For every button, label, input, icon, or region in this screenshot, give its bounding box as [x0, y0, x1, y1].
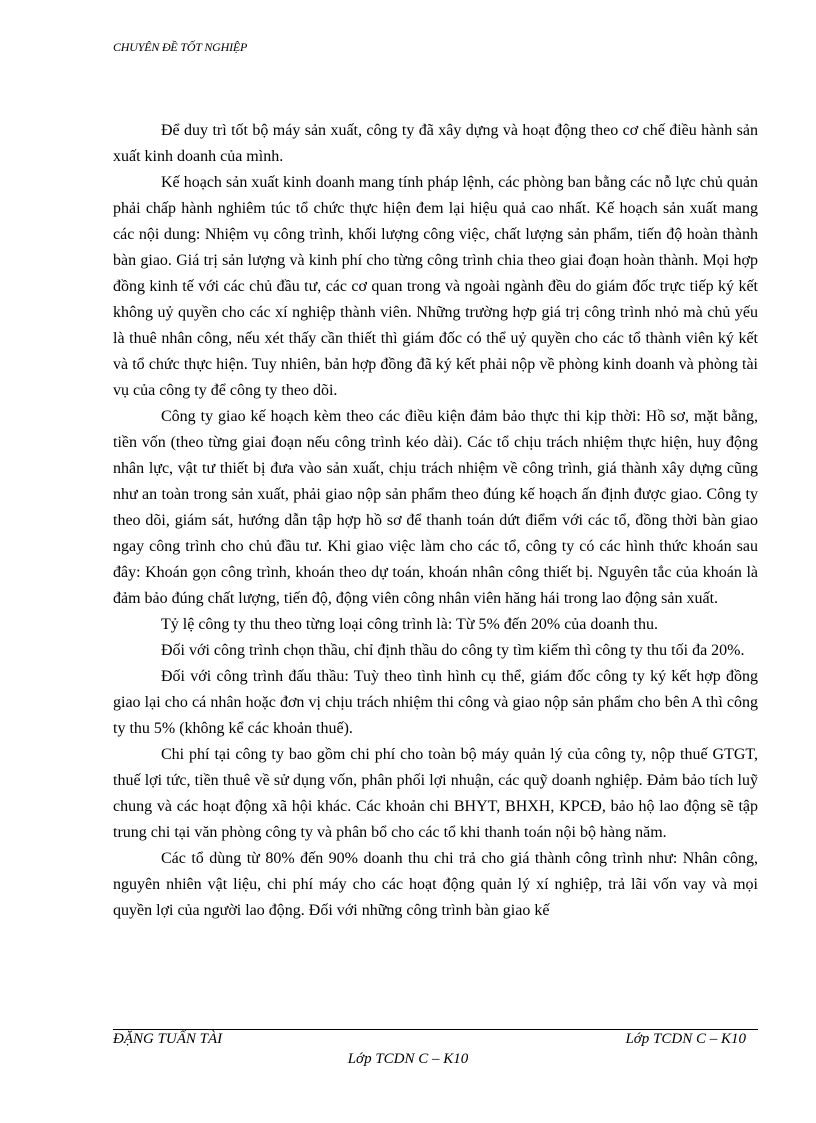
paragraph-2: Kế hoạch sản xuất kinh doanh mang tính pháp lệnh, các phòng ban bằng các nỗ lực chủ quản phải chấp hành nghiêm túc tổ chức thực hiện đem lại hiệu quả cao nhất. Kế hoạch sản xuất mang các nội dung: Nhiệm vụ công trình, khối lượng công việc, chất lượng sản phẩm, tiến độ hoàn thành bàn giao. Giá trị sản lượng và kinh phí cho từng công trình chia theo giai đoạn hoàn thành. Mọi hợp đồng kinh tế với các chủ đầu tư, các cơ quan trong và ngoài ngành đều do giám đốc trực tiếp ký kết không uỷ quyền cho các xí nghiệp thành viên. Những trường hợp giá trị công trình nhỏ mà chủ yếu là thuê nhân công, nếu xét thấy cần thiết thì giám đốc có thể uỷ quyền cho các tổ thành viên ký kết và tổ chức thực hiện. Tuy nhiên, bản hợp đồng đã ký kết phải nộp về phòng kinh doanh và phòng tài vụ của công ty để công ty theo dõi.: [113, 174, 758, 399]
paragraph-6: Đối với công trình đấu thầu: Tuỳ theo tình hình cụ thể, giám đốc công ty ký kết hợp đồng giao lại cho cá nhân hoặc đơn vị chịu trách nhiệm thi công và giao nộp sản phẩm cho bên A thì công ty thu 5% (không kể các khoản thuế).: [113, 668, 758, 737]
footer-author: ĐẶNG TUẤN TÀI: [113, 1031, 223, 1047]
paragraph-3: Công ty giao kế hoạch kèm theo các điều kiện đảm bảo thực thi kịp thời: Hồ sơ, mặt bằng, tiền vốn (theo từng giai đoạn nếu công trình kéo dài). Các tổ chịu trách nhiệm thực hiện, huy động nhân lực, vật tư thiết bị đưa vào sản xuất, chịu trách nhiệm về công trình, giá thành xây dựng cũng như an toàn trong sản xuất, phải giao nộp sản phẩm theo đúng kế hoạch ấn định được giao. Công ty theo dõi, giám sát, hướng dẫn tập hợp hồ sơ để thanh toán dứt điểm với các tổ, đồng thời bàn giao ngay công trình cho chủ đầu tư. Khi giao việc làm cho các tổ, công ty có các hình thức khoán sau đây: Khoán gọn công trình, khoán theo dự toán, khoán nhân công thiết bị. Nguyên tắc của khoán là đảm bảo đúng chất lượng, tiến độ, động viên công nhân viên hăng hái trong lao động sản xuất.: [113, 408, 758, 607]
paragraph-4: Tỷ lệ công ty thu theo từng loại công trình là: Từ 5% đến 20% của doanh thu.: [161, 616, 658, 633]
footer-class-right: Lớp TCDN C – K10: [625, 1031, 746, 1047]
page-header-title: CHUYÊN ĐỀ TỐT NGHIỆP: [113, 40, 248, 54]
footer-class-center: Lớp TCDN C – K10: [347, 1051, 469, 1067]
paragraph-1: Để duy trì tốt bộ máy sản xuất, công ty đã xây dựng và hoạt động theo cơ chế điều hành sản xuất kinh doanh của mình.: [113, 122, 758, 165]
paragraph-7: Chi phí tại công ty bao gồm chi phí cho toàn bộ máy quản lý của công ty, nộp thuế GTGT, thuế lợi tức, tiền thuê về sử dụng vốn, phân phối lợi nhuận, các quỹ doanh nghiệp. Đảm bảo tích luỹ chung và các hoạt động xã hội khác. Các khoản chi BHYT, BHXH, KPCĐ, bảo hộ lao động sẽ tập trung chi tại văn phòng công ty và phân bổ cho các tổ khi thanh toán nội bộ hàng năm.: [113, 746, 758, 841]
document-body: [113, 118, 758, 924]
paragraph-5: Đối với công trình chọn thầu, chỉ định thầu do công ty tìm kiếm thì công ty thu tối đa 20%.: [161, 642, 745, 659]
footer-divider: [113, 1029, 758, 1030]
paragraph-8: Các tổ dùng từ 80% đến 90% doanh thu chi trả cho giá thành công trình như: Nhân công, nguyên nhiên vật liệu, chi phí máy cho các hoạt động quản lý xí nghiệp, trả lãi vốn vay và mọi quyền lợi của người lao động. Đối với những công trình bàn giao kế: [113, 850, 758, 919]
